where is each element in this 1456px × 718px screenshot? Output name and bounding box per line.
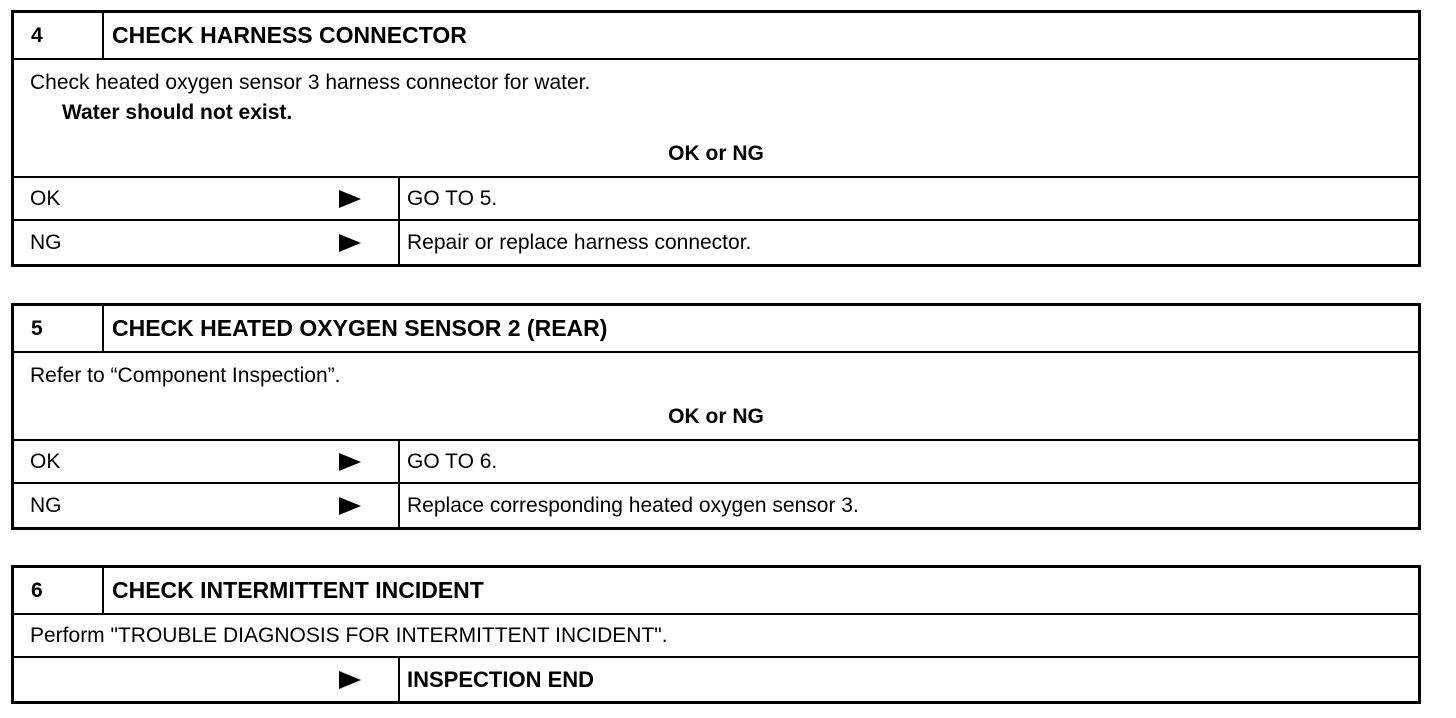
step-body <box>14 60 1418 178</box>
instruction-text: Refer to “Component Inspection”. <box>30 364 341 387</box>
result-action: Replace corresponding heated oxygen sensor 3. <box>407 493 859 517</box>
arrow-right-icon <box>339 453 361 471</box>
step-header <box>14 13 1418 60</box>
ok-or-ng-label: OK or NG <box>668 142 764 165</box>
step-4 <box>11 10 1421 267</box>
arrow-right-icon <box>339 671 361 689</box>
step-title: CHECK HEATED OXYGEN SENSOR 2 (REAR) <box>112 315 608 341</box>
step-number: 5 <box>14 306 104 351</box>
step-6 <box>11 565 1421 704</box>
step-body <box>14 615 1418 658</box>
result-action: Repair or replace harness connector. <box>407 230 752 254</box>
step-number: 4 <box>14 13 104 58</box>
result-condition: NG <box>30 493 62 517</box>
result-condition: NG <box>30 230 62 254</box>
step-body <box>14 353 1418 441</box>
step-number: 6 <box>14 568 104 613</box>
result-condition: OK <box>30 449 61 473</box>
step-header <box>14 568 1418 615</box>
ok-or-ng-label: OK or NG <box>668 405 764 428</box>
result-condition: OK <box>30 186 61 210</box>
result-row-ng <box>14 221 1418 264</box>
step-title: CHECK INTERMITTENT INCIDENT <box>112 577 484 603</box>
expected-condition: Water should not exist. <box>62 101 293 124</box>
instruction-text: Perform "TROUBLE DIAGNOSIS FOR INTERMITTENT INCIDENT". <box>30 624 668 647</box>
step-5 <box>11 303 1421 530</box>
result-action: GO TO 6. <box>407 449 498 473</box>
arrow-right-icon <box>339 234 361 252</box>
result-row-ng <box>14 484 1418 527</box>
step-title: CHECK HARNESS CONNECTOR <box>112 22 467 48</box>
result-action: INSPECTION END <box>407 666 595 692</box>
result-action: GO TO 5. <box>407 186 498 210</box>
result-row-ok <box>14 441 1418 484</box>
instruction-text: Check heated oxygen sensor 3 harness connector for water. <box>30 71 591 94</box>
step-header <box>14 306 1418 353</box>
arrow-right-icon <box>339 497 361 515</box>
arrow-right-icon <box>339 190 361 208</box>
result-row-ok <box>14 178 1418 221</box>
result-row-end <box>14 658 1418 701</box>
